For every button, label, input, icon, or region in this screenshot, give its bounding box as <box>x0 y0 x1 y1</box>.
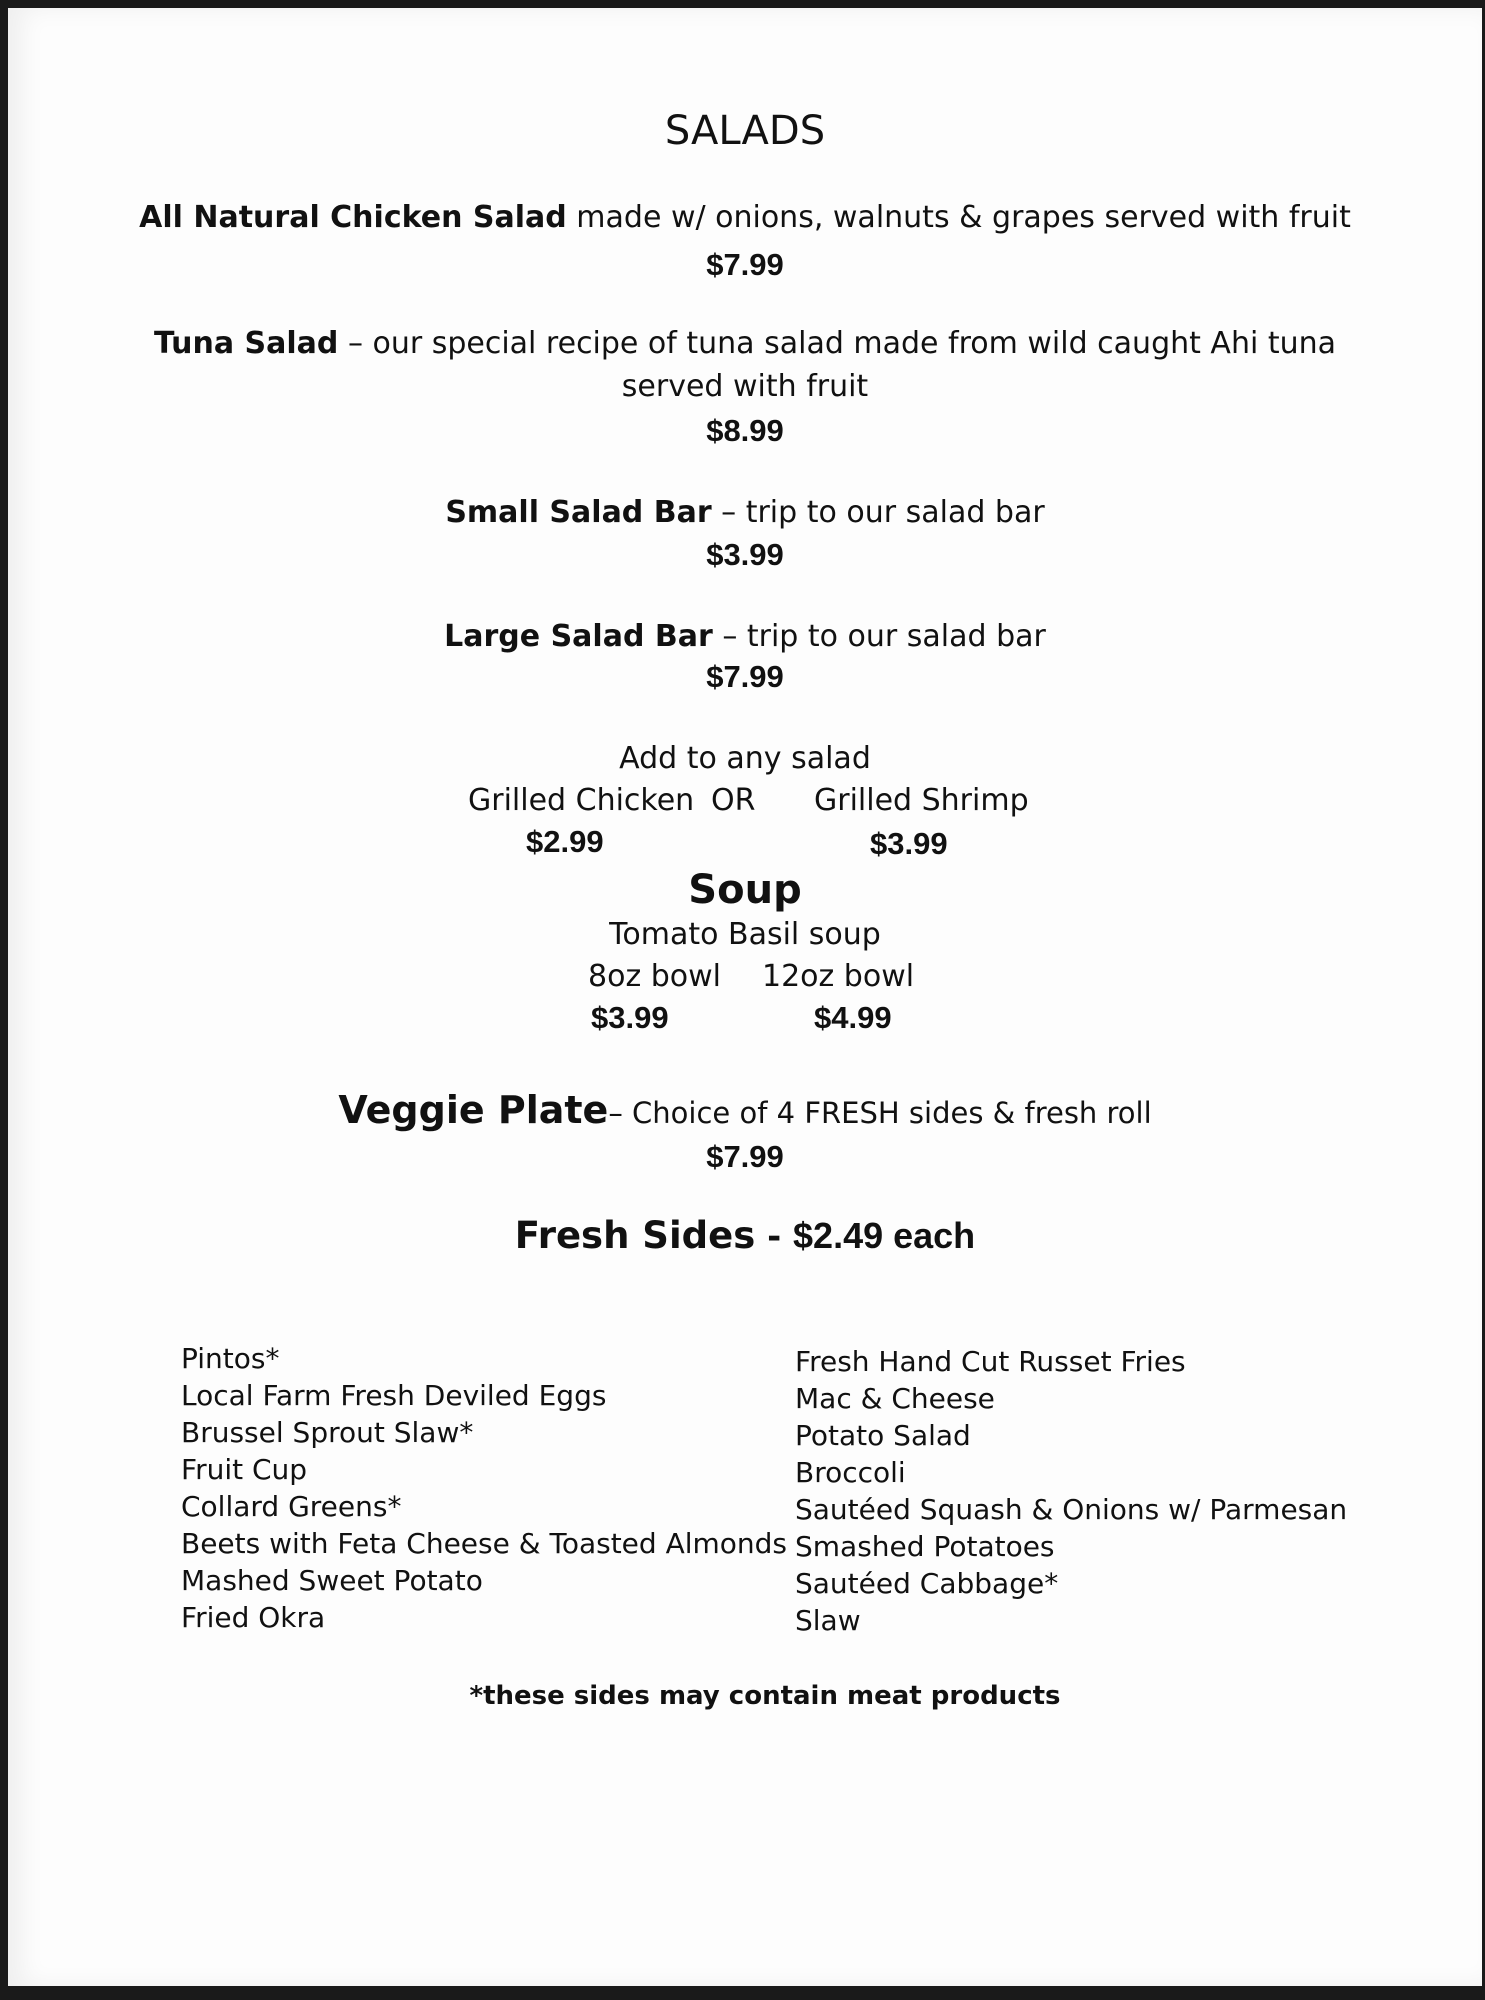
chicken-salad-name: All Natural Chicken Salad <box>139 200 567 235</box>
list-item: Broccoli <box>795 1456 906 1489</box>
small-salad-bar-desc: – trip to our salad bar <box>711 495 1045 530</box>
veggie-plate-line <box>8 1088 1482 1132</box>
addon-heading: Add to any salad <box>619 741 871 776</box>
large-salad-bar-line <box>8 619 1482 654</box>
list-item: Sautéed Cabbage* <box>795 1567 1059 1600</box>
large-salad-bar-price: $7.99 <box>706 659 784 694</box>
small-salad-bar-name: Small Salad Bar <box>445 495 712 530</box>
fresh-sides-heading <box>8 1214 1482 1257</box>
fresh-sides-sep: - <box>755 1217 794 1257</box>
soup-small-label: 8oz bowl <box>588 959 721 994</box>
chicken-salad-line <box>8 200 1482 235</box>
tuna-salad-name: Tuna Salad <box>153 326 339 361</box>
list-item: Smashed Potatoes <box>795 1530 1055 1563</box>
chicken-salad-price: $7.99 <box>706 247 784 282</box>
list-item: Sautéed Squash & Onions w/ Parmesan <box>795 1493 1348 1526</box>
list-item: Beets with Feta Cheese & Toasted Almonds <box>181 1527 788 1560</box>
list-item: Mac & Cheese <box>795 1382 995 1415</box>
sides-right-list <box>795 1343 1347 1639</box>
list-item: Potato Salad <box>795 1419 971 1452</box>
tuna-salad-desc-2: served with fruit <box>621 369 869 404</box>
addon-chicken-price: $2.99 <box>526 824 604 859</box>
fresh-sides-title: Fresh Sides <box>514 1214 756 1257</box>
tuna-salad-price: $8.99 <box>706 413 784 448</box>
list-item: Local Farm Fresh Deviled Eggs <box>181 1379 607 1412</box>
chicken-salad-desc: made w/ onions, walnuts & grapes served with fruit <box>566 200 1351 235</box>
tuna-salad-desc: – our special recipe of tuna salad made from wild caught Ahi tuna <box>338 326 1337 361</box>
list-item: Brussel Sprout Slaw* <box>181 1416 474 1449</box>
soup-large-price: $4.99 <box>814 1000 892 1035</box>
large-salad-bar-desc: – trip to our salad bar <box>712 619 1046 654</box>
addon-shrimp-price: $3.99 <box>870 826 948 861</box>
fresh-sides-price: $2.49 each <box>793 1215 976 1256</box>
salads-heading: SALADS <box>664 108 826 154</box>
addon-or-label: OR <box>711 783 756 818</box>
list-item: Mashed Sweet Potato <box>181 1564 483 1597</box>
addon-chicken-label: Grilled Chicken <box>468 783 695 818</box>
list-item: Fresh Hand Cut Russet Fries <box>795 1345 1186 1378</box>
veggie-plate-desc: – Choice of 4 FRESH sides & fresh roll <box>608 1096 1152 1130</box>
small-salad-bar-line <box>8 495 1482 530</box>
addon-shrimp-label: Grilled Shrimp <box>814 783 1029 818</box>
menu-page <box>8 8 1482 1986</box>
list-item: Pintos* <box>181 1342 280 1375</box>
small-salad-bar-price: $3.99 <box>706 537 784 572</box>
list-item: Slaw <box>795 1604 861 1637</box>
soup-large-label: 12oz bowl <box>762 959 915 994</box>
soup-name: Tomato Basil soup <box>609 917 881 952</box>
soup-heading: Soup <box>688 867 802 913</box>
list-item: Fruit Cup <box>181 1453 308 1486</box>
sides-left-list <box>181 1340 787 1636</box>
tuna-salad-line <box>8 326 1482 361</box>
veggie-plate-price: $7.99 <box>706 1139 784 1174</box>
soup-small-price: $3.99 <box>591 1000 669 1035</box>
veggie-plate-name: Veggie Plate <box>338 1088 609 1132</box>
large-salad-bar-name: Large Salad Bar <box>444 619 713 654</box>
list-item: Fried Okra <box>181 1601 326 1634</box>
sides-footnote: *these sides may contain meat products <box>469 1681 1061 1711</box>
list-item: Collard Greens* <box>181 1490 402 1523</box>
